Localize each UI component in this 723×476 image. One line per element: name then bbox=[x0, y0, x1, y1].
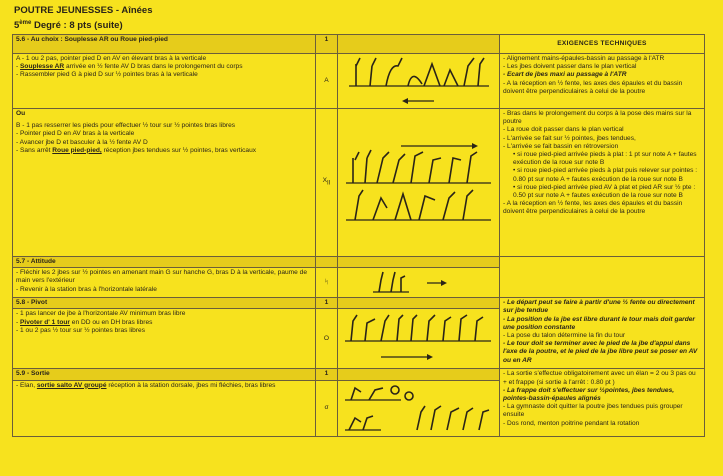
or-label: Ou bbox=[16, 110, 26, 117]
requirements-5-9: - La sortie s'effectue obligatoirement avec un élan = 2 ou 3 pas ou + et frappe (si sortie à l'arrêt : 0.80 pt ) - La frappe doit s'effectuer sur ½pointes, jbes tendues, pointes-bassin-épaules alignés - La gymnaste doit quitter la poutre jbes tendues puis grouper ensuite - Dos rond, menton poitrine pendant la rotation bbox=[500, 369, 705, 436]
figure-souplesse-ar bbox=[338, 54, 500, 109]
variant-a-text: A - 1 ou 2 pas, pointer pied D en AV en élevant bras à la verticale - Souplesse AR arrivée en ½ fente AV D bras dans le prolongement du corps - Rassembler pied G à pied D sur ½ pointes bras à la verticale bbox=[13, 54, 316, 109]
variant-b-text: Ou B - 1 pas resserrer les pieds pour effectuer ½ tour sur ½ pointes bras libres - Pointer pied D en AV bras à la verticale - Avancer jbe D et basculer à la ½ fente AV D - Sans arrêt Roue pied-pied, réception jbes tendues sur ½ pointes, bras verticaux bbox=[13, 109, 316, 257]
section-5-8-text: - 1 pas lancer de jbe à l'horizontale AV minimum bras libre - Pivoter d' 1 tour en DD ou en DH bras libres - 1 ou 2 pas ½ tour sur ½ pointes bras libres bbox=[13, 309, 316, 369]
section-5-7-text: - Fléchir les 2 jbes sur ½ pointes en amenant main G sur hanche G, bras D à la verticale, paume de main vers l'extérieur - Revenir à la station bras à l'horizontale latérale bbox=[13, 268, 316, 298]
figure-sortie bbox=[338, 380, 500, 436]
section-5-9-text bbox=[13, 380, 316, 436]
requirements-5-7 bbox=[500, 257, 705, 298]
figure-header-cell bbox=[338, 35, 500, 54]
header-title: POUTRE JEUNESSES - Aînées bbox=[14, 5, 153, 16]
figure-attitude bbox=[338, 268, 500, 298]
section-5-8-points: 1 bbox=[316, 298, 338, 309]
exercise-table bbox=[12, 34, 705, 437]
header-subtitle: 5ème Degré : 8 pts (suite) bbox=[14, 20, 123, 32]
page-header bbox=[14, 4, 153, 32]
figure-pivot bbox=[338, 309, 500, 369]
symbol-sortie: σ bbox=[316, 380, 338, 436]
section-5-6-points: 1 bbox=[316, 35, 338, 54]
pivot-line: - Pivoter d' 1 tour en DD ou en DH bras libres bbox=[16, 318, 153, 326]
section-5-9-points: 1 bbox=[316, 369, 338, 380]
section-5-6-title: 5.6 - Au choix : Souplesse AR ou Roue pied-pied bbox=[13, 35, 316, 54]
section-5-9-title: 5.9 - Sortie bbox=[13, 369, 316, 380]
section-5-7-title: 5.7 - Attitude bbox=[13, 257, 316, 268]
figure-roue-pied-pied bbox=[338, 109, 500, 257]
symbol-b: $X_{II}$ bbox=[316, 109, 338, 257]
requirements-a: - Alignement mains-épaules-bassin au passage à l'ATR - Les jbes doivent passer dans le plan vertical - Ecart de jbes maxi au passage à l'ATR - A la réception en ½ fente, les axes des épaules et du bassin doivent être perpendiculaires à celui de la poutre bbox=[500, 54, 705, 109]
exigences-title: EXIGENCES TECHNIQUES bbox=[500, 35, 705, 54]
symbol-a: A bbox=[316, 54, 338, 109]
sortie-line: - Elan, sortie salto AV groupé réception à la station dorsale, jbes mi fléchies, bras libres bbox=[16, 381, 276, 389]
section-5-8-title: 5.8 - Pivot bbox=[13, 298, 316, 309]
requirements-b: - Bras dans le prolongement du corps à la pose des mains sur la poutre - La roue doit passer dans le plan vertical - L'arrivée se fait sur ½ pointes, jbes tendues, - L'arrivée se fait bassin en rétroversion • si roue pied-pied arrivée pieds à plat : 1 pt sur note A + fautes exécution de la roue sur note B • si roue pied-pied arrivée pieds à plat puis relever sur pointes : 0.80 pt sur note A + fautes exécution de la roue sur note B • si roue pied-pied arrivée pied AV à plat et pied AR sur ½ pte : 0.50 pt sur note A + fautes exécution de la roue sur note B - A la réception en ½ fente, les axes des épaules et du bassin doivent être perpendiculaires à celui de la poutre bbox=[500, 109, 705, 257]
symbol-attitude: ᛋ bbox=[316, 268, 338, 298]
variant-b-line4: - Sans arrêt Roue pied-pied, réception jbes tendues sur ½ pointes, bras verticaux bbox=[16, 146, 257, 154]
variant-a-line2: - Souplesse AR arrivée en ½ fente AV D bras dans le prolongement du corps bbox=[16, 63, 243, 71]
symbol-pivot: O bbox=[316, 309, 338, 369]
requirements-5-8: - Le départ peut se faire à partir d'une ½ fente ou directement sur jbe tendue - La position de la jbe est libre durant le tour mais doit garder une position constante - La pose du talon détermine la fin du tour - Le tour doit se terminer avec le pied de la jbe d'appui dans l'axe de la poutre, et le pied de la jbe libre peut se poser en AV ou en AR bbox=[500, 298, 705, 369]
